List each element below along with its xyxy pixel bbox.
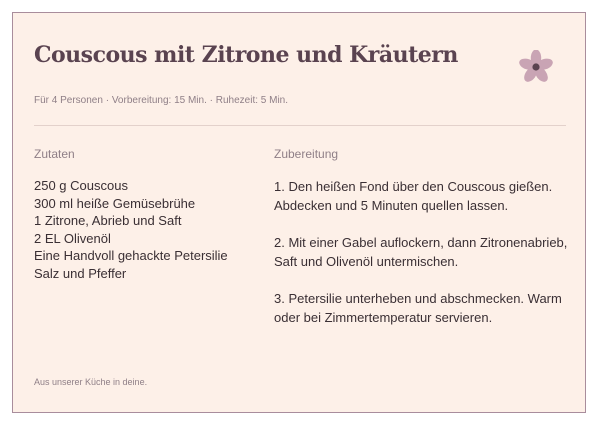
- preparation-steps: [274, 177, 574, 345]
- ingredient-item: 2 EL Olivenöl: [34, 230, 111, 246]
- preparation-step: 3. Petersilie unterheben und abschmecken. Warm oder bei Zimmertemperatur servieren.: [274, 291, 562, 325]
- ingredient-item: 1 Zitrone, Abrieb und Saft: [34, 213, 182, 228]
- ingredient-item: Salz und Pfeffer: [34, 265, 127, 281]
- ingredient-item: Eine Handvoll gehackte Petersilie: [34, 248, 228, 263]
- recipe-card: [12, 12, 586, 413]
- flower-icon: [519, 50, 553, 84]
- ingredients-list: [34, 177, 228, 282]
- preparation-heading: Zubereitung: [274, 147, 339, 161]
- preparation-step: 2. Mit einer Gabel auflockern, dann Zitronenabrieb, Saft und Olivenöl untermischen.: [274, 235, 568, 269]
- preparation-step: 1. Den heißen Fond über den Couscous gießen. Abdecken und 5 Minuten quellen lassen.: [274, 179, 553, 213]
- ingredients-heading: Zutaten: [34, 147, 75, 161]
- footer-note: Aus unserer Küche in deine.: [34, 377, 148, 387]
- ingredient-item: 300 ml heiße Gemüsebrühe: [34, 195, 196, 211]
- recipe-meta: Für 4 Personen · Vorbereitung: 15 Min. · Ruhezeit: 5 Min.: [34, 95, 289, 106]
- divider: [34, 125, 566, 126]
- ingredient-item: 250 g Couscous: [34, 178, 128, 193]
- recipe-title: Couscous mit Zitrone und Kräutern: [34, 42, 458, 68]
